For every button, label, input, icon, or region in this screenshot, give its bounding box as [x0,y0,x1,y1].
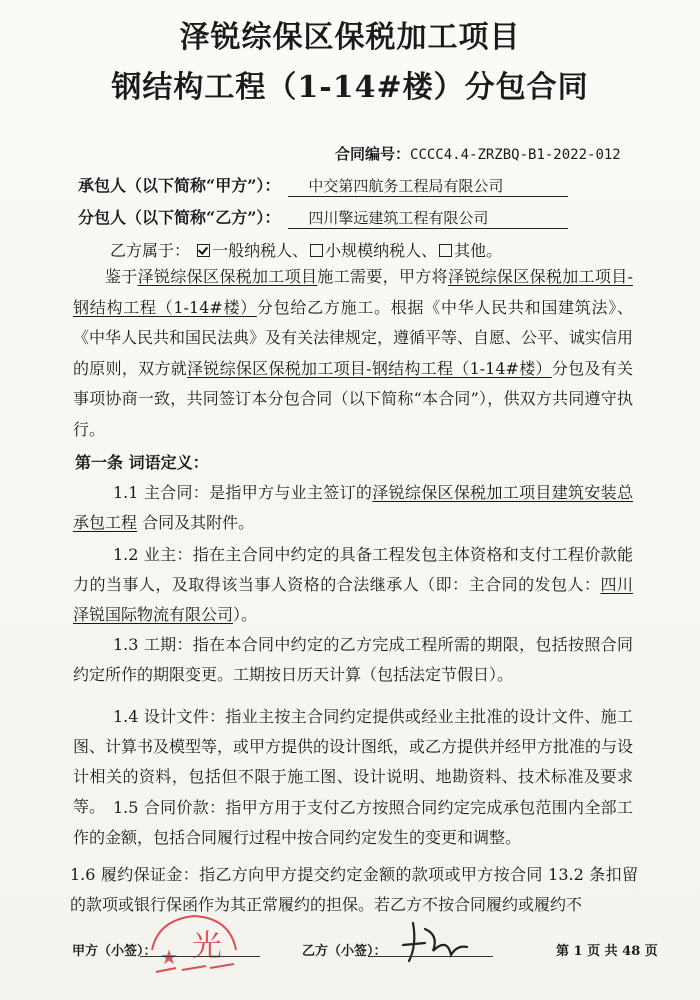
definition-1-2 [73,540,633,630]
party-a-name: 中交第四航务工程局有限公司 [288,175,568,197]
definition-1-2-employer-name: 四川泽锐国际物流有限公司 [73,575,633,624]
definition-1-1-tail: 合同及其附件。 [137,513,255,532]
intro-text-3: 分包给乙方施工。根据《中华人民共和国建筑法》、《中华人民共和国民法典》及有关法律规定，遵循平等、自愿、公平、诚实信用的原则，双方就 [73,297,634,378]
definition-1-2-tail: ）。 [233,605,258,624]
definition-1-2-text: 1.2 业主：指在主合同中约定的具备工程发包主体资格和支付工程价款能力的当事人，及取得该当事人资格的合法继承人（即：主合同的发包人： [73,545,633,594]
definition-1-4: 1.4 设计文件：指业主按主合同约定提供或经业主批准的设计文件、施工图、计算书及模型等，或甲方提供的设计图纸，或乙方提供并经甲方批准的与设计相关的资料，包括但不限于施工图、设计说明、地勘资料、技术标准及要求等。 [73,707,634,816]
taxpayer-option-general: 一般纳税人、 [212,241,309,260]
intro-text-1: 鉴于 [105,267,138,286]
company-seal-stamp [148,910,240,982]
intro-project-name-2: 泽锐综保区保税加工项目-钢结构工程（1-14#楼） [73,267,633,317]
party-b-initials-label: 乙方（小签）： [302,944,387,959]
checkbox-checked-icon [197,244,210,257]
intro-project-name-1: 泽锐综保区保税加工项目 [137,267,318,286]
handwritten-signature [395,915,475,965]
contract-number-value: CCCC4.4-ZRZBQ-B1-2022-012 [410,147,621,163]
party-b-label: 分包人（以下简称“乙方”）： [78,208,281,227]
intro-text-4: 分包及有关事项协商一致，共同签订本分包合同（以下简称“本合同”），供双方共同遵守执行。 [73,358,633,439]
intro-project-name-3: 泽锐综保区保税加工项目-钢结构工程（1-14#楼） [187,358,552,378]
intro-text-2: 施工需要，甲方将 [317,267,448,286]
title-line-1: 泽锐综保区保税加工项目 [179,20,521,55]
definition-1-1 [73,478,633,538]
party-a-initials-label: 甲方（小签）： [72,944,157,959]
taxpayer-option-other: 其他。 [454,241,503,260]
party-a-label: 承包人（以下简称“甲方”）： [78,176,281,195]
checkbox-empty-icon [310,244,323,257]
taxpayer-type: 乙方属于： 一般纳税人、 小规模纳税人、 其他。 [110,241,503,260]
taxpayer-label: 乙方属于： [110,241,191,260]
stamp-text: 光 [192,929,222,964]
party-a-initials-line [140,956,260,957]
party-a-row [78,173,568,197]
contract-number-label: 合同编号： [335,145,411,163]
definition-1-6: 1.6 履约保证金：指乙方向甲方提交约定金额的款项或甲方按合同 13.2 条扣留的款项或银行保函作为其正常履约的担保。若乙方不按合同履约或履约不 [70,865,638,914]
page-number: 第 1 页 共 48 页 [556,944,658,959]
checkbox-empty-icon [439,244,452,257]
article-1-heading: 第一条 词语定义： [75,453,209,472]
party-b-row [78,205,568,229]
definition-1-3: 1.3 工期：指在本合同中约定的乙方完成工程所需的期限，包括按照合同约定所作的期限变更。工期按日历天计算（包括法定节假日）。 [73,635,633,684]
contract-number [335,143,621,164]
svg-text:★: ★ [160,945,178,969]
definition-1-5: 1.5 合同价款：指甲方用于支付乙方按照合同约定完成承包范围内全部工作的金额，包括合同履行过程中按合同约定发生的变更和调整。 [73,798,633,847]
party-b-name: 四川擎远建筑工程有限公司 [288,207,568,229]
intro-paragraph [73,262,633,445]
taxpayer-option-small: 小规模纳税人 [325,241,422,260]
party-b-initials-line [368,956,493,957]
title-line-2: 钢结构工程（1-14#楼）分包合同 [111,70,589,105]
definition-1-1-contract-name: 泽锐综保区保税加工项目建筑安装总承包工程 [73,483,633,532]
definition-1-1-text: 1.1 主合同：是指甲方与业主签订的 [113,483,373,502]
